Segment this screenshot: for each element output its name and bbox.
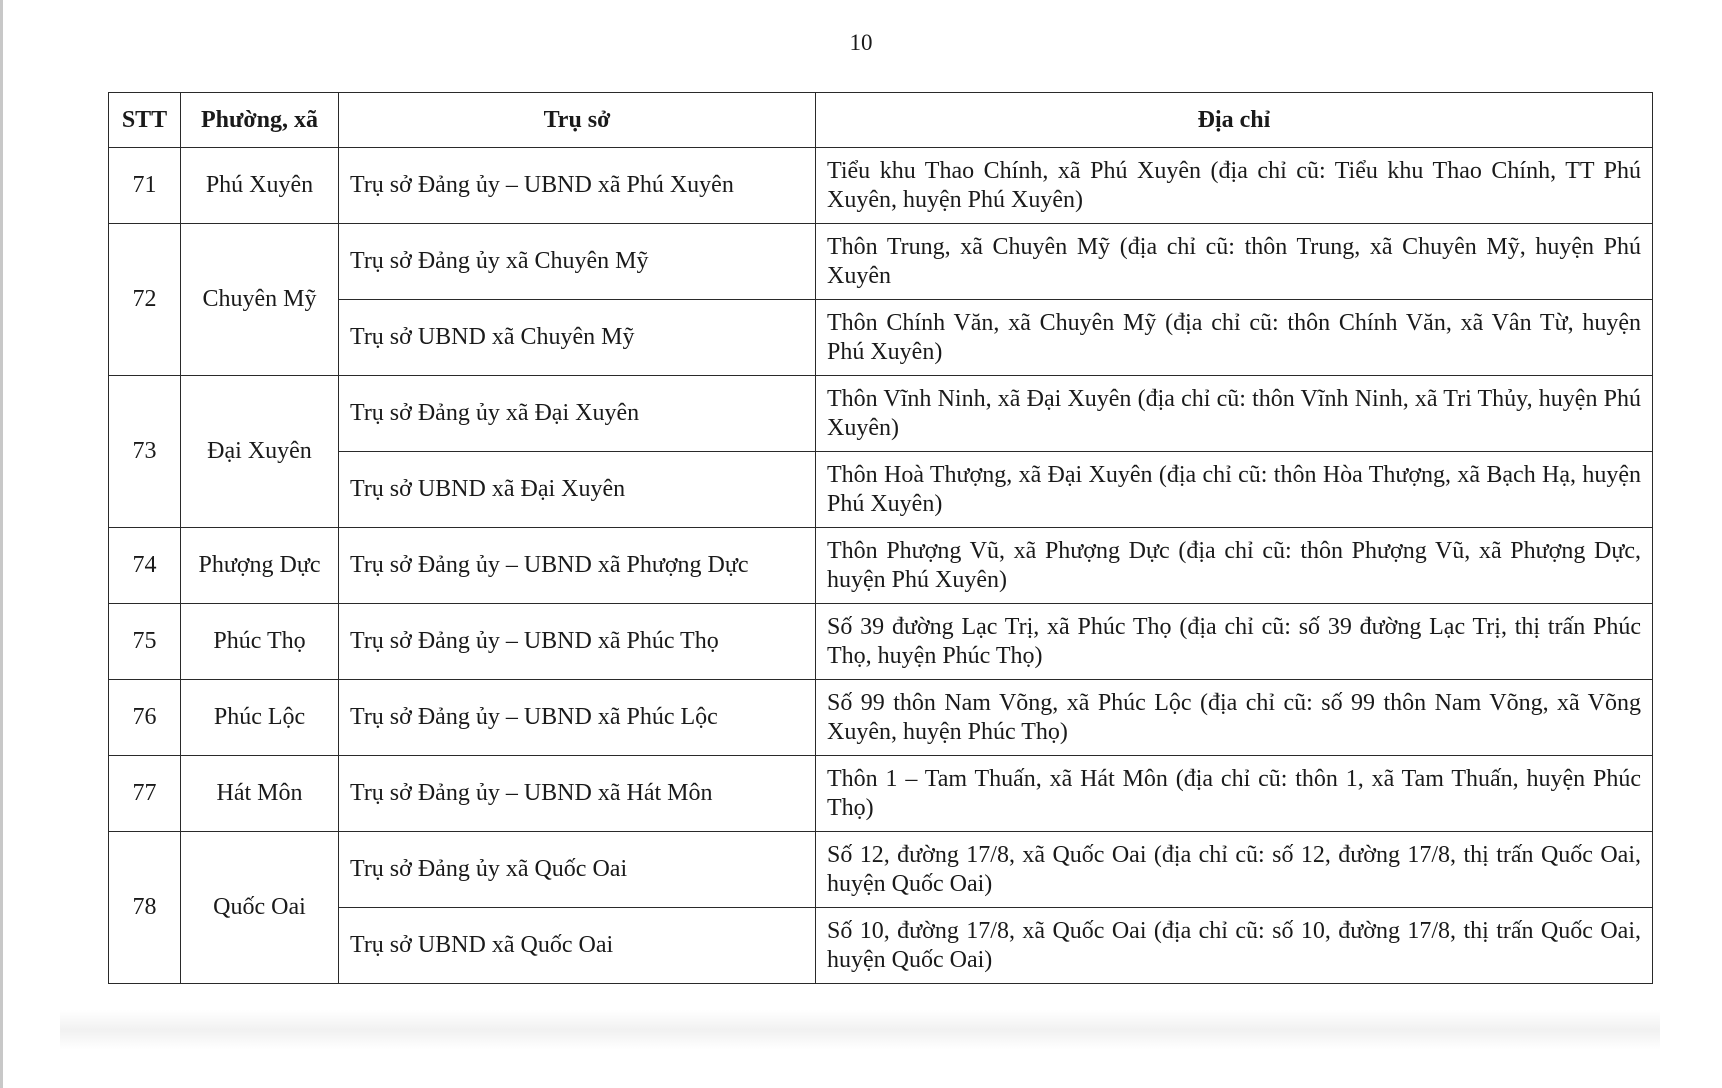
header-office: Trụ sở	[339, 93, 816, 148]
cell-stt: 77	[109, 756, 181, 832]
table-row	[109, 376, 1653, 452]
cell-address: Thôn Vĩnh Ninh, xã Đại Xuyên (địa chỉ cũ: thôn Vĩnh Ninh, xã Tri Thủy, huyện Phú Xuyên)	[816, 376, 1653, 452]
table-row	[109, 908, 1653, 984]
cell-address: Tiểu khu Thao Chính, xã Phú Xuyên (địa chỉ cũ: Tiểu khu Thao Chính, TT Phú Xuyên, huyện Phú Xuyên)	[816, 148, 1653, 224]
cell-stt: 72	[109, 224, 181, 376]
cell-office: Trụ sở Đảng ủy – UBND xã Phúc Thọ	[339, 604, 816, 680]
cell-office: Trụ sở Đảng ủy xã Đại Xuyên	[339, 376, 816, 452]
header-stt: STT	[109, 93, 181, 148]
cell-ward: Đại Xuyên	[181, 376, 339, 528]
cell-office: Trụ sở UBND xã Chuyên Mỹ	[339, 300, 816, 376]
cell-ward: Quốc Oai	[181, 832, 339, 984]
cell-office: Trụ sở Đảng ủy xã Chuyên Mỹ	[339, 224, 816, 300]
table-body	[109, 148, 1653, 984]
table-row	[109, 528, 1653, 604]
header-address: Địa chỉ	[816, 93, 1653, 148]
cell-address: Thôn 1 – Tam Thuấn, xã Hát Môn (địa chỉ cũ: thôn 1, xã Tam Thuấn, huyện Phúc Thọ)	[816, 756, 1653, 832]
table-header-row	[109, 93, 1653, 148]
cell-stt: 71	[109, 148, 181, 224]
cell-address: Thôn Trung, xã Chuyên Mỹ (địa chỉ cũ: thôn Trung, xã Chuyên Mỹ, huyện Phú Xuyên	[816, 224, 1653, 300]
cell-address: Số 39 đường Lạc Trị, xã Phúc Thọ (địa chỉ cũ: số 39 đường Lạc Trị, thị trấn Phúc Thọ, huyện Phúc Thọ)	[816, 604, 1653, 680]
cell-ward: Phú Xuyên	[181, 148, 339, 224]
cell-stt: 74	[109, 528, 181, 604]
table-row	[109, 680, 1653, 756]
table-row	[109, 224, 1653, 300]
page-edge	[0, 0, 3, 1088]
header-ward: Phường, xã	[181, 93, 339, 148]
cell-office: Trụ sở UBND xã Đại Xuyên	[339, 452, 816, 528]
cell-office: Trụ sở Đảng ủy – UBND xã Hát Môn	[339, 756, 816, 832]
cell-office: Trụ sở UBND xã Quốc Oai	[339, 908, 816, 984]
scan-shadow	[60, 1010, 1660, 1050]
cell-address: Số 12, đường 17/8, xã Quốc Oai (địa chỉ cũ: số 12, đường 17/8, thị trấn Quốc Oai, huyện Quốc Oai)	[816, 832, 1653, 908]
table-row	[109, 452, 1653, 528]
cell-stt: 73	[109, 376, 181, 528]
cell-address: Số 10, đường 17/8, xã Quốc Oai (địa chỉ cũ: số 10, đường 17/8, thị trấn Quốc Oai, huyện Quốc Oai)	[816, 908, 1653, 984]
table-row	[109, 832, 1653, 908]
offices-table	[108, 92, 1653, 984]
cell-ward: Chuyên Mỹ	[181, 224, 339, 376]
cell-address: Số 99 thôn Nam Võng, xã Phúc Lộc (địa chỉ cũ: số 99 thôn Nam Võng, xã Võng Xuyên, huyện Phúc Thọ)	[816, 680, 1653, 756]
cell-office: Trụ sở Đảng ủy – UBND xã Phúc Lộc	[339, 680, 816, 756]
cell-ward: Phúc Thọ	[181, 604, 339, 680]
table-row	[109, 604, 1653, 680]
page-number: 10	[849, 30, 873, 55]
cell-ward: Hát Môn	[181, 756, 339, 832]
table-row	[109, 148, 1653, 224]
cell-office: Trụ sở Đảng ủy – UBND xã Phú Xuyên	[339, 148, 816, 224]
table-row	[109, 756, 1653, 832]
cell-office: Trụ sở Đảng ủy xã Quốc Oai	[339, 832, 816, 908]
table-row	[109, 300, 1653, 376]
cell-ward: Phượng Dực	[181, 528, 339, 604]
cell-address: Thôn Chính Văn, xã Chuyên Mỹ (địa chỉ cũ: thôn Chính Văn, xã Vân Từ, huyện Phú Xuyên)	[816, 300, 1653, 376]
cell-address: Thôn Hoà Thượng, xã Đại Xuyên (địa chỉ cũ: thôn Hòa Thượng, xã Bạch Hạ, huyện Phú Xuyên)	[816, 452, 1653, 528]
cell-office: Trụ sở Đảng ủy – UBND xã Phượng Dực	[339, 528, 816, 604]
cell-address: Thôn Phượng Vũ, xã Phượng Dực (địa chỉ cũ: thôn Phượng Vũ, xã Phượng Dực, huyện Phú Xuyên)	[816, 528, 1653, 604]
cell-ward: Phúc Lộc	[181, 680, 339, 756]
cell-stt: 78	[109, 832, 181, 984]
cell-stt: 76	[109, 680, 181, 756]
cell-stt: 75	[109, 604, 181, 680]
